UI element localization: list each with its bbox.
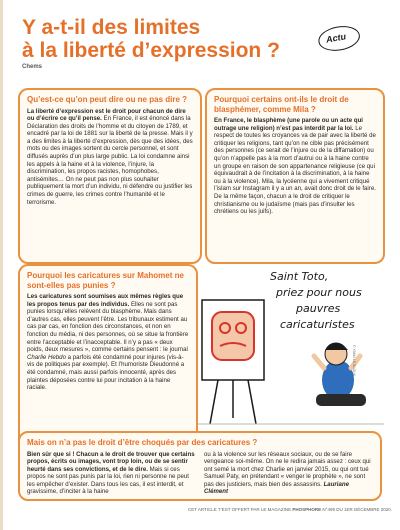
faq-lead: Bien sûr que si ! Chacun a le droit de trouver que certains propos, écrits ou images, vont trop loin, ou de se sentir heurté dans ses convictions, et de le dire. xyxy=(27,450,195,473)
faq-box-what-can-we-say xyxy=(18,88,202,264)
caption-line-3: pauvres xyxy=(296,302,341,315)
caption-line-1: Saint Toto, xyxy=(270,270,329,283)
faq-text-part1: Elles ne sont pas punies lorsqu’elles relèvent du blasphème. Mais dans d’autres cas, elles peuvent l’être. Les tribunaux estiment au cas par cas, en fonction des circonstances, et non en fonction du média, ni des personnes, où se situe la frontière entre l’acceptable et l’inacceptable. Il n’y a pas « deux poids, deux mesures », comme certains pensent : le journal xyxy=(27,300,189,354)
faq-columns xyxy=(27,451,373,497)
section-badge: Actu xyxy=(325,31,347,45)
caption-line-2: priez pour nous xyxy=(276,286,362,299)
page-title xyxy=(22,16,322,62)
footer-prefix: CET ARTICLE T’EST OFFERT PAR LE MAGAZINE xyxy=(187,507,293,512)
faq-text-part2: a parfois été condamné pour injures (vis-à-vis de politiques par exemple). Et l’humoriste Dieudonné a été condamné, mais aussi parfois innocenté, après des plaintes déposées contre lui pour incitation à la haine raciale. xyxy=(27,353,185,392)
faq-text-right: ou à la violence sur les réseaux sociaux, ou de se faire vengeance soi-même. On ne le redira jamais assez : ceux qui ont semé la mort chez Charlie en janvier 2015, ou qui ont tué Samuel Paty, en prétendant « venger le prophète », ne sont pas des justiciers, mais bien des assassins. xyxy=(204,450,371,488)
faq-column-left xyxy=(27,451,196,497)
footer-note xyxy=(0,507,392,512)
faq-heading: Pourquoi les caricatures sur Mahomet ne sont-elles pas punies ? xyxy=(27,271,184,290)
cartoon-illustration xyxy=(198,268,384,428)
illustration-credit: © YANN LE BLOUA xyxy=(352,345,356,377)
faq-body xyxy=(27,108,193,207)
kneeling-cartoonist xyxy=(314,343,366,406)
faq-column-right xyxy=(204,451,373,497)
faq-text: Le respect de toutes les croyances va de pair avec la liberté de critiquer les religions, tant qu’on ne cible pas précisément des personnes (ce serait de l’injure ou de la diffamation) ou qu’on n’appelle pas à la mort d’autrui ou à la haine contre un groupe en raison de son appartenance religieuse (ce qui équivaudrait à de l’incitation à la discrimination, à la haine ou à la violence). Mila, la lycéenne qui a vivement critiqué l’islam sur Instagram il y a un an, avait donc droit de le faire. De la même façon, chacun a le droit de critiquer le christianisme ou le judaïsme (mais pas d’insulter les chrétiens ou les juifs). xyxy=(214,124,376,216)
caption-line-4: caricaturistes xyxy=(280,318,355,331)
faq-lead: La liberté d’expression est le droit pour chacun de dire ou d’écrire ce qu’il pense. xyxy=(27,107,186,123)
faq-heading: Mais on n’a pas le droit d’être choqués par des caricatures ? xyxy=(27,438,258,447)
page-title-line1: Y a-t-il des limites xyxy=(22,16,201,39)
faq-body xyxy=(27,293,189,392)
author-tag: Chems xyxy=(22,64,43,70)
footer-suffix: N°499 DU 1ER DÉCEMBRE 2020. xyxy=(321,507,392,512)
faq-newspaper-name: Charlie Hebdo xyxy=(27,353,66,361)
handwritten-caption xyxy=(270,270,362,331)
faq-text-left: Mais si ces propos ne sont pas punis par la loi, rien ni personne ne peut les empêcher d’exister. Dans tous les cas, il est interdit, et gravissime, d’inciter à la haine xyxy=(27,465,189,496)
faq-heading: Qu’est-ce qu’on peut dire ou ne pas dire ? xyxy=(27,95,188,104)
faq-lead: En France, le blasphème (une parole ou un acte qui outrage une religion) n’est pas interdit par la loi. xyxy=(214,117,363,132)
faq-lead: Les caricatures sont soumises aux mêmes règles que les propos tenus par des individus. xyxy=(27,293,184,308)
page-edge-strip xyxy=(0,0,3,530)
faq-box-blasphemy xyxy=(205,88,385,264)
faq-body xyxy=(214,117,376,216)
faq-text: En France, il est énoncé dans la Déclaration des droits de l’homme et du citoyen de 1789, et encadré par la loi de 1881 sur la liberté de la presse. Mais il y a des limites à la liberté d’expression, dès que des idées, des mots ou des images sortent du cercle personnel, et sont diffusés auprès d’un plus large public. La loi condamne ainsi les appels à la haine et à la violence, l’injure, la discrimination, les propos racistes, homophobes, antisémites… On ne peut pas non plus souhaiter publiquement la mort d’un individu, ni défendre ou justifier les crimes de guerre, les crimes contre l’humanité et le terrorisme. xyxy=(27,115,193,206)
faq-heading: Pourquoi certains ont-ils le droit de blasphémer, comme Mila ? xyxy=(214,95,349,114)
drawn-face xyxy=(212,312,254,360)
page-title-line2: à la liberté d’expression ? xyxy=(22,39,280,62)
article-author: Lauriane Clément xyxy=(204,480,349,496)
magazine-name: PHOSPHORE xyxy=(292,507,322,512)
faq-box-shocked xyxy=(18,431,382,501)
